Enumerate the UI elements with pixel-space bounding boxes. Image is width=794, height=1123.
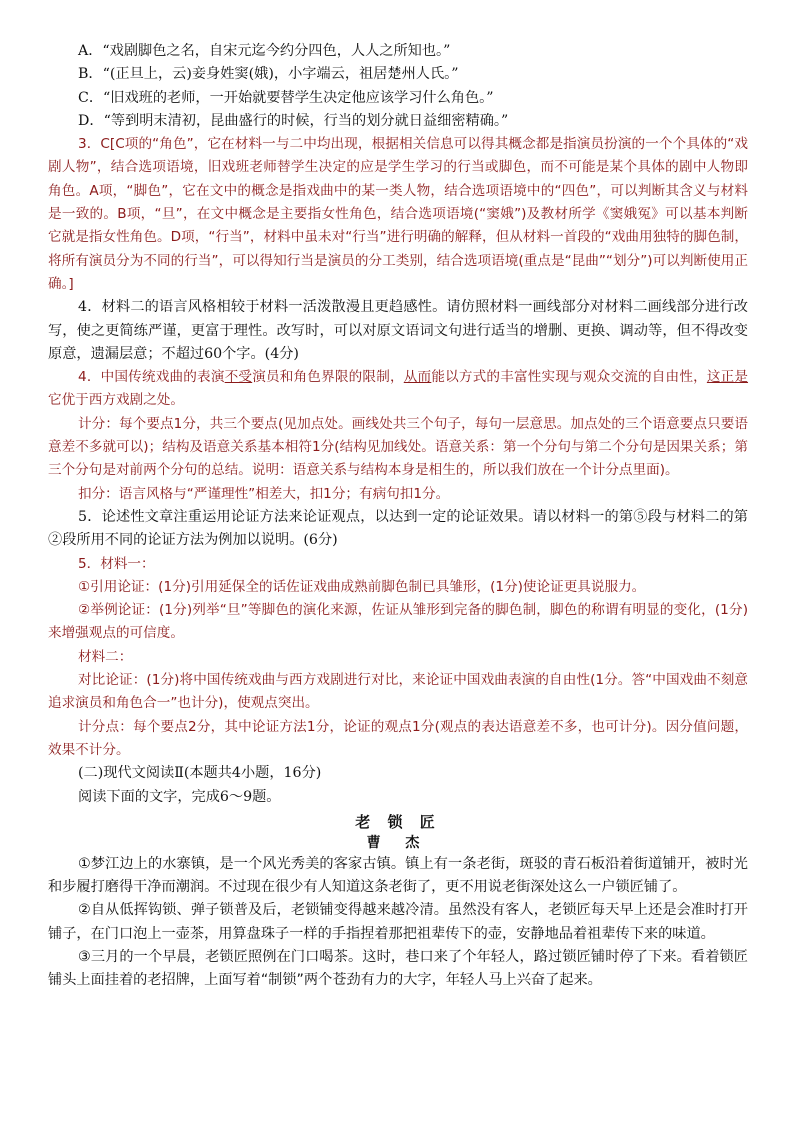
reading-instruction: 阅读下面的文字，完成6～9题。 <box>78 788 281 805</box>
story-paragraph-2: ②自从低挥钩锁、弹子锁普及后，老锁铺变得越来越冷清。虽然没有客人，老锁匠每天早上还是会准时打开铺子，在门口泡上一壶茶，用算盘珠子一样的手指捏着那把祖辈传下的壶，安静地品着祖辈传下来的味道。 <box>48 902 748 942</box>
document-page <box>48 40 748 993</box>
q5-answer-point2: ②举例论证：(1分)列举“旦”等脚色的演化来源，佐证从雏形到完备的脚色制，脚色的称谓有明显的变化，(1分)来增强观点的可信度。 <box>48 602 748 642</box>
question-4: 4．材料二的语言风格相较于材料一活泼散漫且更趋感性。请仿照材料一画线部分对材料二画线部分进行改写，使之更简练严谨，更富于理性。改写时，可以对原文语词文句进行适当的增删、更换、调动等，但不得改变原意，遗漏层意；不超过60个字。(4分) <box>48 299 748 362</box>
q5-answer-point3: 对比论证：(1分)将中国传统戏曲与西方戏剧进行对比，来论证中国戏曲表演的自由性(1分。答“中国戏曲不刻意追求演员和角色合一”也计分)，使观点突出。 <box>48 672 748 712</box>
question-5: 5．论述性文章注重运用论证方法来论证观点，以达到一定的论证效果。请以材料一的第⑤段与材料二的第②段所用不同的论证方法为例加以说明。(6分) <box>48 508 748 549</box>
q5-answer-head: 5．材料一： <box>78 555 155 572</box>
q5-scoring: 计分点：每个要点2分，其中论证方法1分，论证的观点1分(观点的表达语意差不多，也可计分)。因分值问题，效果不计分。 <box>48 718 748 758</box>
story-paragraph-3: ③三月的一个早晨，老锁匠照例在门口喝茶。这时，巷口来了个年轻人，路过锁匠铺时停了下来。看着锁匠铺头上面挂着的老招牌，上面写着“制锁”两个苍劲有力的大字，年轻人马上兴奋了起来。 <box>48 948 748 989</box>
story-author: 曹 杰 <box>366 834 430 851</box>
q4-deduction: 扣分：语言风格与“严谨理性”相差大，扣1分；有病句扣1分。 <box>78 485 450 502</box>
section-heading: (二)现代文阅读Ⅱ(本题共4小题，16分) <box>78 765 322 782</box>
story-title: 老 锁 匠 <box>355 812 441 831</box>
option-c: C．“旧戏班的老师，一开始就要替学生决定他应该学习什么角色。” <box>78 89 494 106</box>
q3-answer: 3．C[C项的“角色”，它在材料一与二中均出现，根据相关信息可以得其概念都是指演员扮演的一个个具体的“戏剧人物”，结合选项语境，旧戏班老师替学生决定的应是学生学习的行当或脚色，而不可能是某个具体的剧中人物即角色。A项，“脚色”，它在文中的概念是指戏曲中的某一类人物，结合选项语境中的“四色”，可以判断其含义与材料是一致的。B项，“旦”，在文中概念是主要指女性角色，结合选项语境(“窦娥”)及教材所学《窦娥冤》可以基本判断它就是指女性角色。D项，“行当”，材料中虽未对“行当”进行明确的解释，但从材料一首段的“戏曲用独特的脚色制，将所有演员分为不同的行当”，可以得知行当是演员的分工类别，结合选项语境(重点是“昆曲”“划分”)可以判断使用正确。] <box>48 136 748 292</box>
q4-scoring: 计分：每个要点1分，共三个要点(见加点处。画线处共三个句子，每句一层意思。加点处的三个语意要点只要语意差不多就可以)；结构及语意关系基本相符1分(结构见加线处。语意关系：第一个分句与第二个分句是因果关系；第三个分句是对前两个分句的总结。说明：语意关系与结构本身是相生的，所以我们放在一个计分点里面)。 <box>48 415 748 479</box>
q4-answer-mid2: 能以方式的丰富性实现与观众交流的自由性， <box>431 369 707 386</box>
q4-answer <box>48 366 748 413</box>
option-b: B．“(正旦上，云)妾身姓窦(娥)，小字端云，祖居楚州人氏。” <box>78 66 459 83</box>
q4-answer-mid1: 演员和角色界限的限制， <box>252 369 404 386</box>
q5-answer-head2: 材料二： <box>78 648 133 665</box>
q4-answer-prefix: 4．中国传统戏曲的表演 <box>78 369 225 386</box>
q4-answer-suffix: 它优于西方戏剧之处。 <box>48 392 184 409</box>
q4-answer-key1: 不受 <box>224 369 253 386</box>
option-d: D．“等到明末清初，昆曲盛行的时候，行当的划分就日益细密精确。” <box>78 112 509 129</box>
q5-answer-point1: ①引用论证：(1分)引用延保全的话佐证戏曲成熟前脚色制已具雏形，(1分)使论证更具说服力。 <box>78 578 646 595</box>
story-paragraph-1: ①梦江边上的水寨镇，是一个风光秀美的客家古镇。镇上有一条老街，斑驳的青石板沿着街道铺开，被时光和步履打磨得干净而潮润。不过现在很少有人知道这条老街了，更不用说老街深处这么一户锁匠铺了。 <box>48 855 748 896</box>
option-a: A．“戏剧脚色之名，自宋元迄今约分四色，人人之所知也。” <box>78 43 451 59</box>
q4-answer-key2: 从而 <box>403 369 432 386</box>
q4-answer-key3: 这正是 <box>706 369 749 386</box>
